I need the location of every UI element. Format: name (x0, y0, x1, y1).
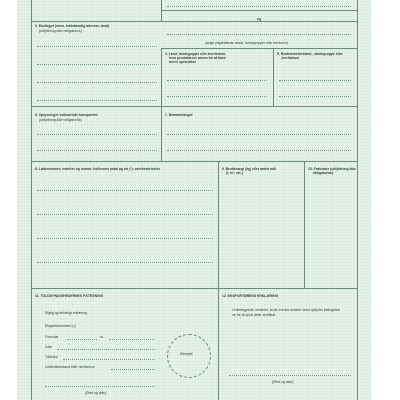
box8-line-2 (37, 214, 213, 215)
box3-line-2 (37, 64, 157, 65)
box11-signed: (Sted og dato) (85, 391, 107, 395)
divider-box9-box10 (304, 161, 305, 288)
box8-line-3 (37, 238, 213, 239)
box2-og: og (257, 17, 262, 21)
box7-line-1 (167, 134, 351, 135)
box12-declaration-2: ne for at opnå dette certifikat. (232, 312, 276, 317)
divider-box3-box4 (161, 48, 162, 106)
box11-signature-line (45, 386, 155, 387)
box2-line-1 (167, 6, 351, 7)
divider-box11-box12 (218, 288, 219, 400)
box2-line-2 (167, 34, 351, 35)
divider-row2-bottom (31, 106, 357, 107)
box3-label: 3. Modtager (navn, fuldstændig adresse, land) (35, 24, 110, 28)
box6-line-2 (37, 150, 157, 151)
box4-line-2 (167, 96, 267, 97)
box5-line-2 (279, 96, 351, 97)
box11-date: Dato (45, 345, 53, 349)
box3-note: (udfyldning ikke obligatorisk) (39, 28, 82, 33)
form-left-border (31, 0, 32, 400)
box5-label: 5. Bestemmelsesland, -landegruppe eller -territorium (277, 52, 343, 61)
box8-label: 8. Løbenummer; mærker og numre; kolliernes antal og art (¹); varebeskrivelse (35, 167, 161, 171)
box12-declaration-1: Undertegnede, erklærer, at de ovenfor anførte varer opfylder betingelser (232, 308, 341, 312)
box3-line-1 (37, 46, 157, 47)
box11-customs: Toldsted (45, 355, 58, 359)
box12-signature-line (229, 375, 351, 376)
box5-line-1 (279, 80, 351, 81)
divider-box8-box9 (218, 161, 219, 288)
box4-line-1 (167, 80, 267, 81)
box11-stamp-label: Stempel (180, 352, 193, 356)
divider-box6-box7 (161, 106, 162, 161)
box11-country-line (111, 369, 155, 370)
box9-label: 9. Bruttovægt (kg) eller andet mål (l, m³, etc.) (222, 167, 276, 176)
divider-row4-bottom (31, 288, 357, 289)
box11-country: Udstedelsesland eller -territorium (45, 365, 95, 369)
divider-box4-box5 (273, 48, 274, 106)
box7-label: 7. Bemærkninger (165, 113, 193, 117)
box6-note: (udfyldning ikke obligatorisk) (39, 117, 82, 122)
movement-certificate-form (17, 0, 371, 400)
form-right-border (357, 0, 358, 400)
box11-nr: nr. (100, 335, 104, 339)
divider-box2-bottom (161, 48, 357, 49)
box3-line-3 (37, 82, 157, 83)
box12-signed: (Sted og dato) (272, 380, 294, 384)
box2-note: (angiv pågældende lande, landegrupper eller territorier) (205, 41, 289, 45)
box6-line-1 (37, 134, 157, 135)
divider-row1-bottom (31, 21, 357, 22)
box11-form-line (67, 339, 97, 340)
box11-certified: Rigtig og behørigt erklæring (45, 311, 87, 315)
box11-export-doc: Eksportdokument (²) (45, 324, 76, 328)
box4-label: 4. Land, landegruppe eller territorium, hvor produkterne anses for at have deres oprindelse (165, 52, 227, 65)
box3-line-4 (37, 100, 157, 101)
box11-title: 11. TOLDMYNDIGHEDERNES PÅTEGNING (35, 294, 104, 298)
box11-form: Formular (45, 335, 59, 339)
box8-line-4 (37, 262, 213, 263)
box11-customs-line (63, 359, 155, 360)
box6-label: 6. Oplysninger vedrørende transporten (35, 113, 98, 117)
divider-top-horizontal (161, 10, 357, 11)
box8-line-1 (37, 190, 213, 191)
box11-date-line (57, 349, 155, 350)
box7-line-2 (167, 150, 351, 151)
box12-title: 12. EKSPORTØRENS ERKLÆRING (222, 294, 279, 298)
box11-nr-line (109, 339, 155, 340)
divider-row3-bottom (31, 161, 357, 162)
box10-label: 10. Fakturaer (udfyldning ikke obligatorisk) (308, 167, 357, 176)
